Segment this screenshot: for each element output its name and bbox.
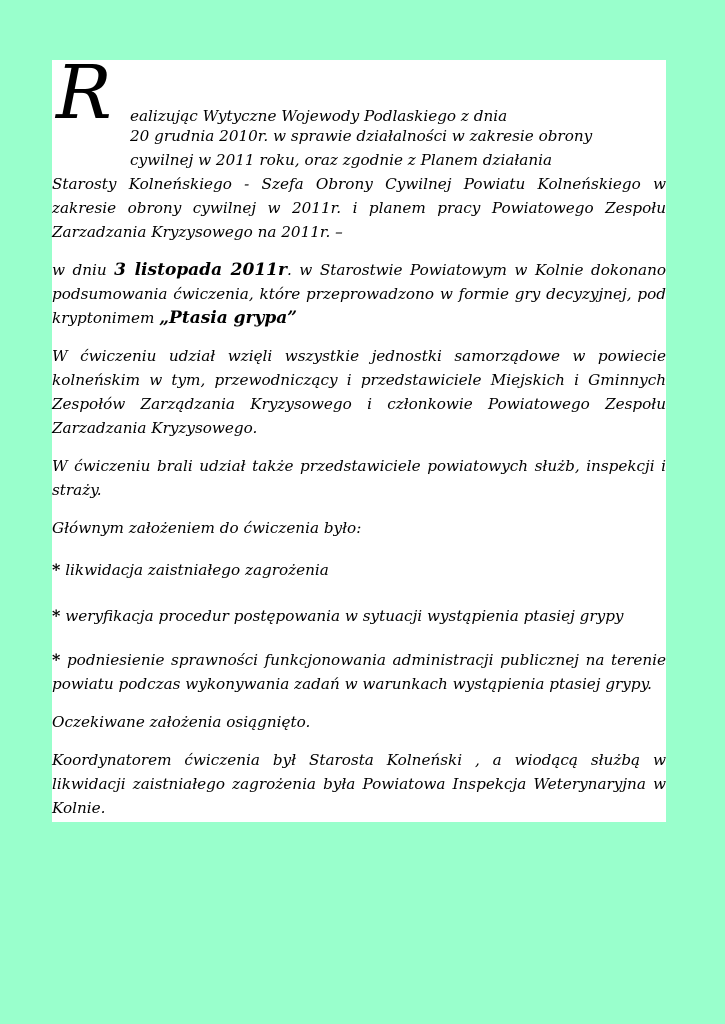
document-page: [52, 50, 666, 822]
bullet-marker: *: [52, 650, 61, 669]
exercise-title: „Ptasia grypa”: [159, 308, 298, 328]
assumptions-heading: Głównym założeniem do ćwiczenia było:: [52, 519, 362, 537]
date-paragraph: [52, 258, 666, 330]
intro-rest: Starosty Kolneńskiego - Szefa Obrony Cywilnej Powiatu Kolneńskiego w zakresie obrony cywilnej w 2011r. i planem pracy Powiatowego Zespołu Zarzadzania Kryzysowego na 2011r. –: [52, 175, 666, 241]
bullet-text-2: weryfikacja procedur postępowania w sytuacji wystąpienia ptasiej grypy: [60, 607, 624, 625]
date-prefix: w dniu: [52, 261, 115, 279]
bullet-marker: *: [52, 560, 61, 579]
date-paragraph-body: . w Starostwie Powiatowym w Kolnie dokonano podsumowania ćwiczenia, które przeprowadzono w formie gry decyzyjnej, pod kryptonimem: [52, 261, 666, 327]
exercise-date: 3 listopada 2011r: [114, 260, 287, 280]
bullet-item-2: [52, 604, 666, 628]
intro-line-2: 20 grudnia 2010r. w sprawie działalności w zakresie obrony: [130, 127, 593, 145]
bullet-marker: *: [52, 606, 61, 625]
outcome-paragraph: Oczekiwane założenia osiągnięto.: [52, 713, 311, 731]
intro-line-1-text: ealizując Wytyczne Wojewody Podlaskiego z dnia: [130, 107, 508, 125]
bullet-item-3: [52, 648, 666, 696]
participants-paragraph: W ćwiczeniu udział wzięli wszystkie jednostki samorządowe w powiecie kolneńskim w tym, przewodniczący i przedstawiciele Miejskich i Gminnych Zespołów Zarządzania Kryzysowego i członkowie Powiatowego Zespołu Zarzadzania Kryzysowego.: [52, 347, 666, 437]
services-paragraph: W ćwiczeniu brali udział także przedstawiciele powiatowych służb, inspekcji i straży.: [52, 457, 666, 499]
coordinator-paragraph: Koordynatorem ćwiczenia był Starosta Kolneński , a wiodącą służbą w likwidacji zaistniałego zagrożenia była Powiatowa Inspekcja Weterynaryjna w Kolnie.: [52, 751, 666, 817]
intro-paragraph: [52, 50, 666, 244]
intro-line-1: [130, 104, 666, 128]
bullet-text-3: podniesienie sprawności funkcjonowania administracji publicznej na terenie powiatu podczas wykonywania zadań w warunkach wystąpienia ptasiej grypy.: [52, 651, 666, 693]
drop-cap: R: [56, 50, 112, 136]
bullet-item-1: [52, 558, 666, 582]
bullet-text-1: likwidacja zaistniałego zagrożenia: [60, 561, 329, 579]
intro-line-3: cywilnej w 2011 roku, oraz zgodnie z Planem działania: [130, 151, 553, 169]
